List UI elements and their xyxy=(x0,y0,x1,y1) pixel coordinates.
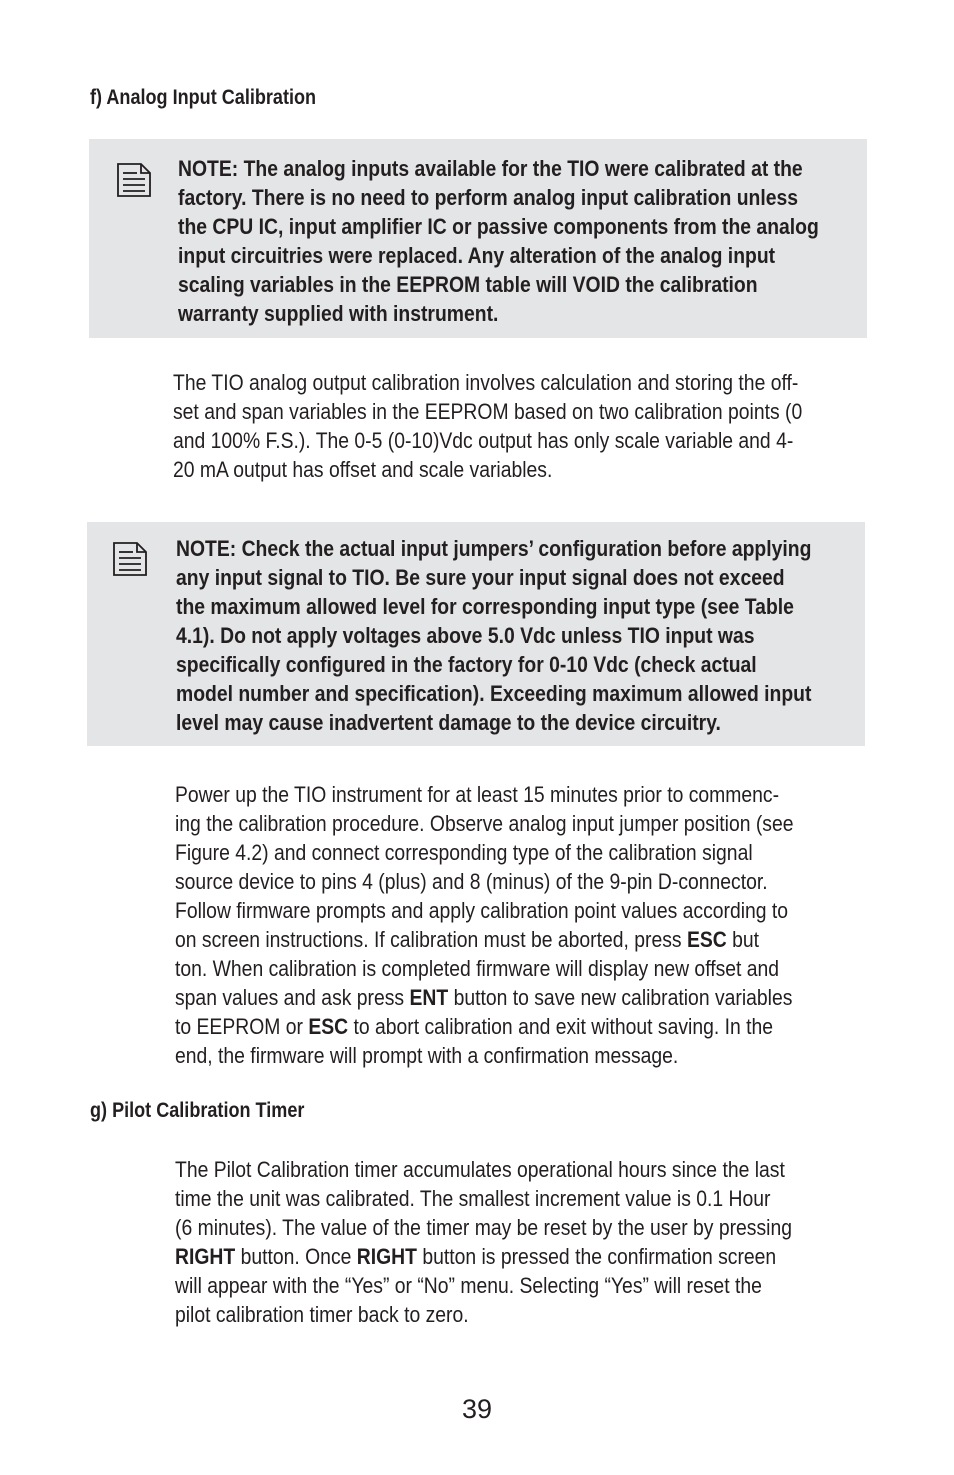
paragraph-line: and 100% F.S.). The 0-5 (0-10)Vdc output has only scale variable and 4- xyxy=(173,428,794,453)
note-line: specifically configured in the factory for 0-10 Vdc (check actual xyxy=(176,652,757,677)
note-line: model number and specification). Exceeding maximum allowed input xyxy=(176,681,812,706)
paragraph-line: pilot calibration timer back to zero. xyxy=(175,1302,469,1327)
note-line: 4.1). Do not apply voltages above 5.0 Vdc unless TIO input was xyxy=(176,623,755,648)
page-number: 39 xyxy=(461,1394,493,1424)
note-line: NOTE: The analog inputs available for the TIO were calibrated at the xyxy=(178,156,803,181)
paragraph-line: Follow firmware prompts and apply calibration point values according to xyxy=(175,898,789,923)
note-line: warranty supplied with instrument. xyxy=(178,301,499,326)
note-text xyxy=(176,534,861,737)
paragraph-line: 20 mA output has offset and scale variables. xyxy=(173,457,553,482)
note-box-calibration-warning xyxy=(89,139,867,338)
note-line: input circuitries were replaced. Any alteration of the analog input xyxy=(178,243,776,268)
text-run: but xyxy=(726,927,760,952)
note-line: NOTE: Check the actual input jumpers’ configuration before applying xyxy=(176,536,812,561)
paragraph-line: Power up the TIO instrument for at least 15 minutes prior to commenc- xyxy=(175,782,780,807)
paragraph-line xyxy=(175,983,869,1012)
text-run: button to save new calibration variables xyxy=(448,985,793,1010)
paragraph-line: ton. When calibration is completed firmware will display new offset and xyxy=(175,956,780,981)
note-line: the CPU IC, input amplifier IC or passive components from the analog xyxy=(178,214,819,239)
text-run: span values and ask press xyxy=(175,985,410,1010)
paragraph-line: (6 minutes). The value of the timer may be reset by the user by pressing xyxy=(175,1215,792,1240)
paragraph-line: will appear with the “Yes” or “No” menu. Selecting “Yes” will reset the xyxy=(175,1273,762,1298)
paragraph-line: set and span variables in the EEPROM based on two calibration points (0 xyxy=(173,399,803,424)
text-run: to EEPROM or xyxy=(175,1014,309,1039)
note-line: scaling variables in the EEPROM table will VOID the calibration xyxy=(178,272,758,297)
section-heading-pilot-calibration-timer: g) Pilot Calibration Timer xyxy=(90,1099,305,1122)
key-esc: ESC xyxy=(308,1014,349,1039)
paragraph-line: The Pilot Calibration timer accumulates operational hours since the last xyxy=(175,1157,785,1182)
key-right: RIGHT xyxy=(356,1244,417,1269)
note-line: factory. There is no need to perform analog input calibration unless xyxy=(178,185,799,210)
paragraph-line: Figure 4.2) and connect corresponding type of the calibration signal xyxy=(175,840,753,865)
note-document-icon xyxy=(115,161,153,199)
note-line: level may cause inadvertent damage to the device circuitry. xyxy=(176,710,721,735)
note-line: the maximum allowed level for corresponding input type (see Table xyxy=(176,594,794,619)
paragraph-line xyxy=(175,1012,869,1041)
paragraph-pilot-calibration-timer xyxy=(175,1155,869,1329)
paragraph-line: source device to pins 4 (plus) and 8 (minus) of the 9-pin D-connector. xyxy=(175,869,768,894)
text-run: button. Once xyxy=(235,1244,357,1269)
paragraph-calibration-procedure xyxy=(175,780,869,1070)
note-line: any input signal to TIO. Be sure your input signal does not exceed xyxy=(176,565,785,590)
note-document-icon xyxy=(111,540,149,578)
paragraph-line: ing the calibration procedure. Observe analog input jumper position (see xyxy=(175,811,794,836)
text-run: to abort calibration and exit without saving. In the xyxy=(348,1014,774,1039)
paragraph-line: end, the firmware will prompt with a confirmation message. xyxy=(175,1043,679,1068)
paragraph-line xyxy=(175,1242,869,1271)
paragraph-line: The TIO analog output calibration involves calculation and storing the off- xyxy=(173,370,799,395)
key-esc: ESC xyxy=(686,927,727,952)
section-heading-analog-input-calibration: f) Analog Input Calibration xyxy=(90,86,317,109)
text-run: button is pressed the confirmation screen xyxy=(416,1244,777,1269)
paragraph-line xyxy=(175,925,869,954)
key-right: RIGHT xyxy=(175,1244,236,1269)
text-run: on screen instructions. If calibration must be aborted, press xyxy=(175,927,687,952)
note-box-input-jumpers-warning xyxy=(87,522,865,746)
paragraph-analog-output-calibration xyxy=(173,368,867,484)
note-text xyxy=(178,154,863,328)
key-ent: ENT xyxy=(409,985,449,1010)
paragraph-line: time the unit was calibrated. The smallest increment value is 0.1 Hour xyxy=(175,1186,771,1211)
